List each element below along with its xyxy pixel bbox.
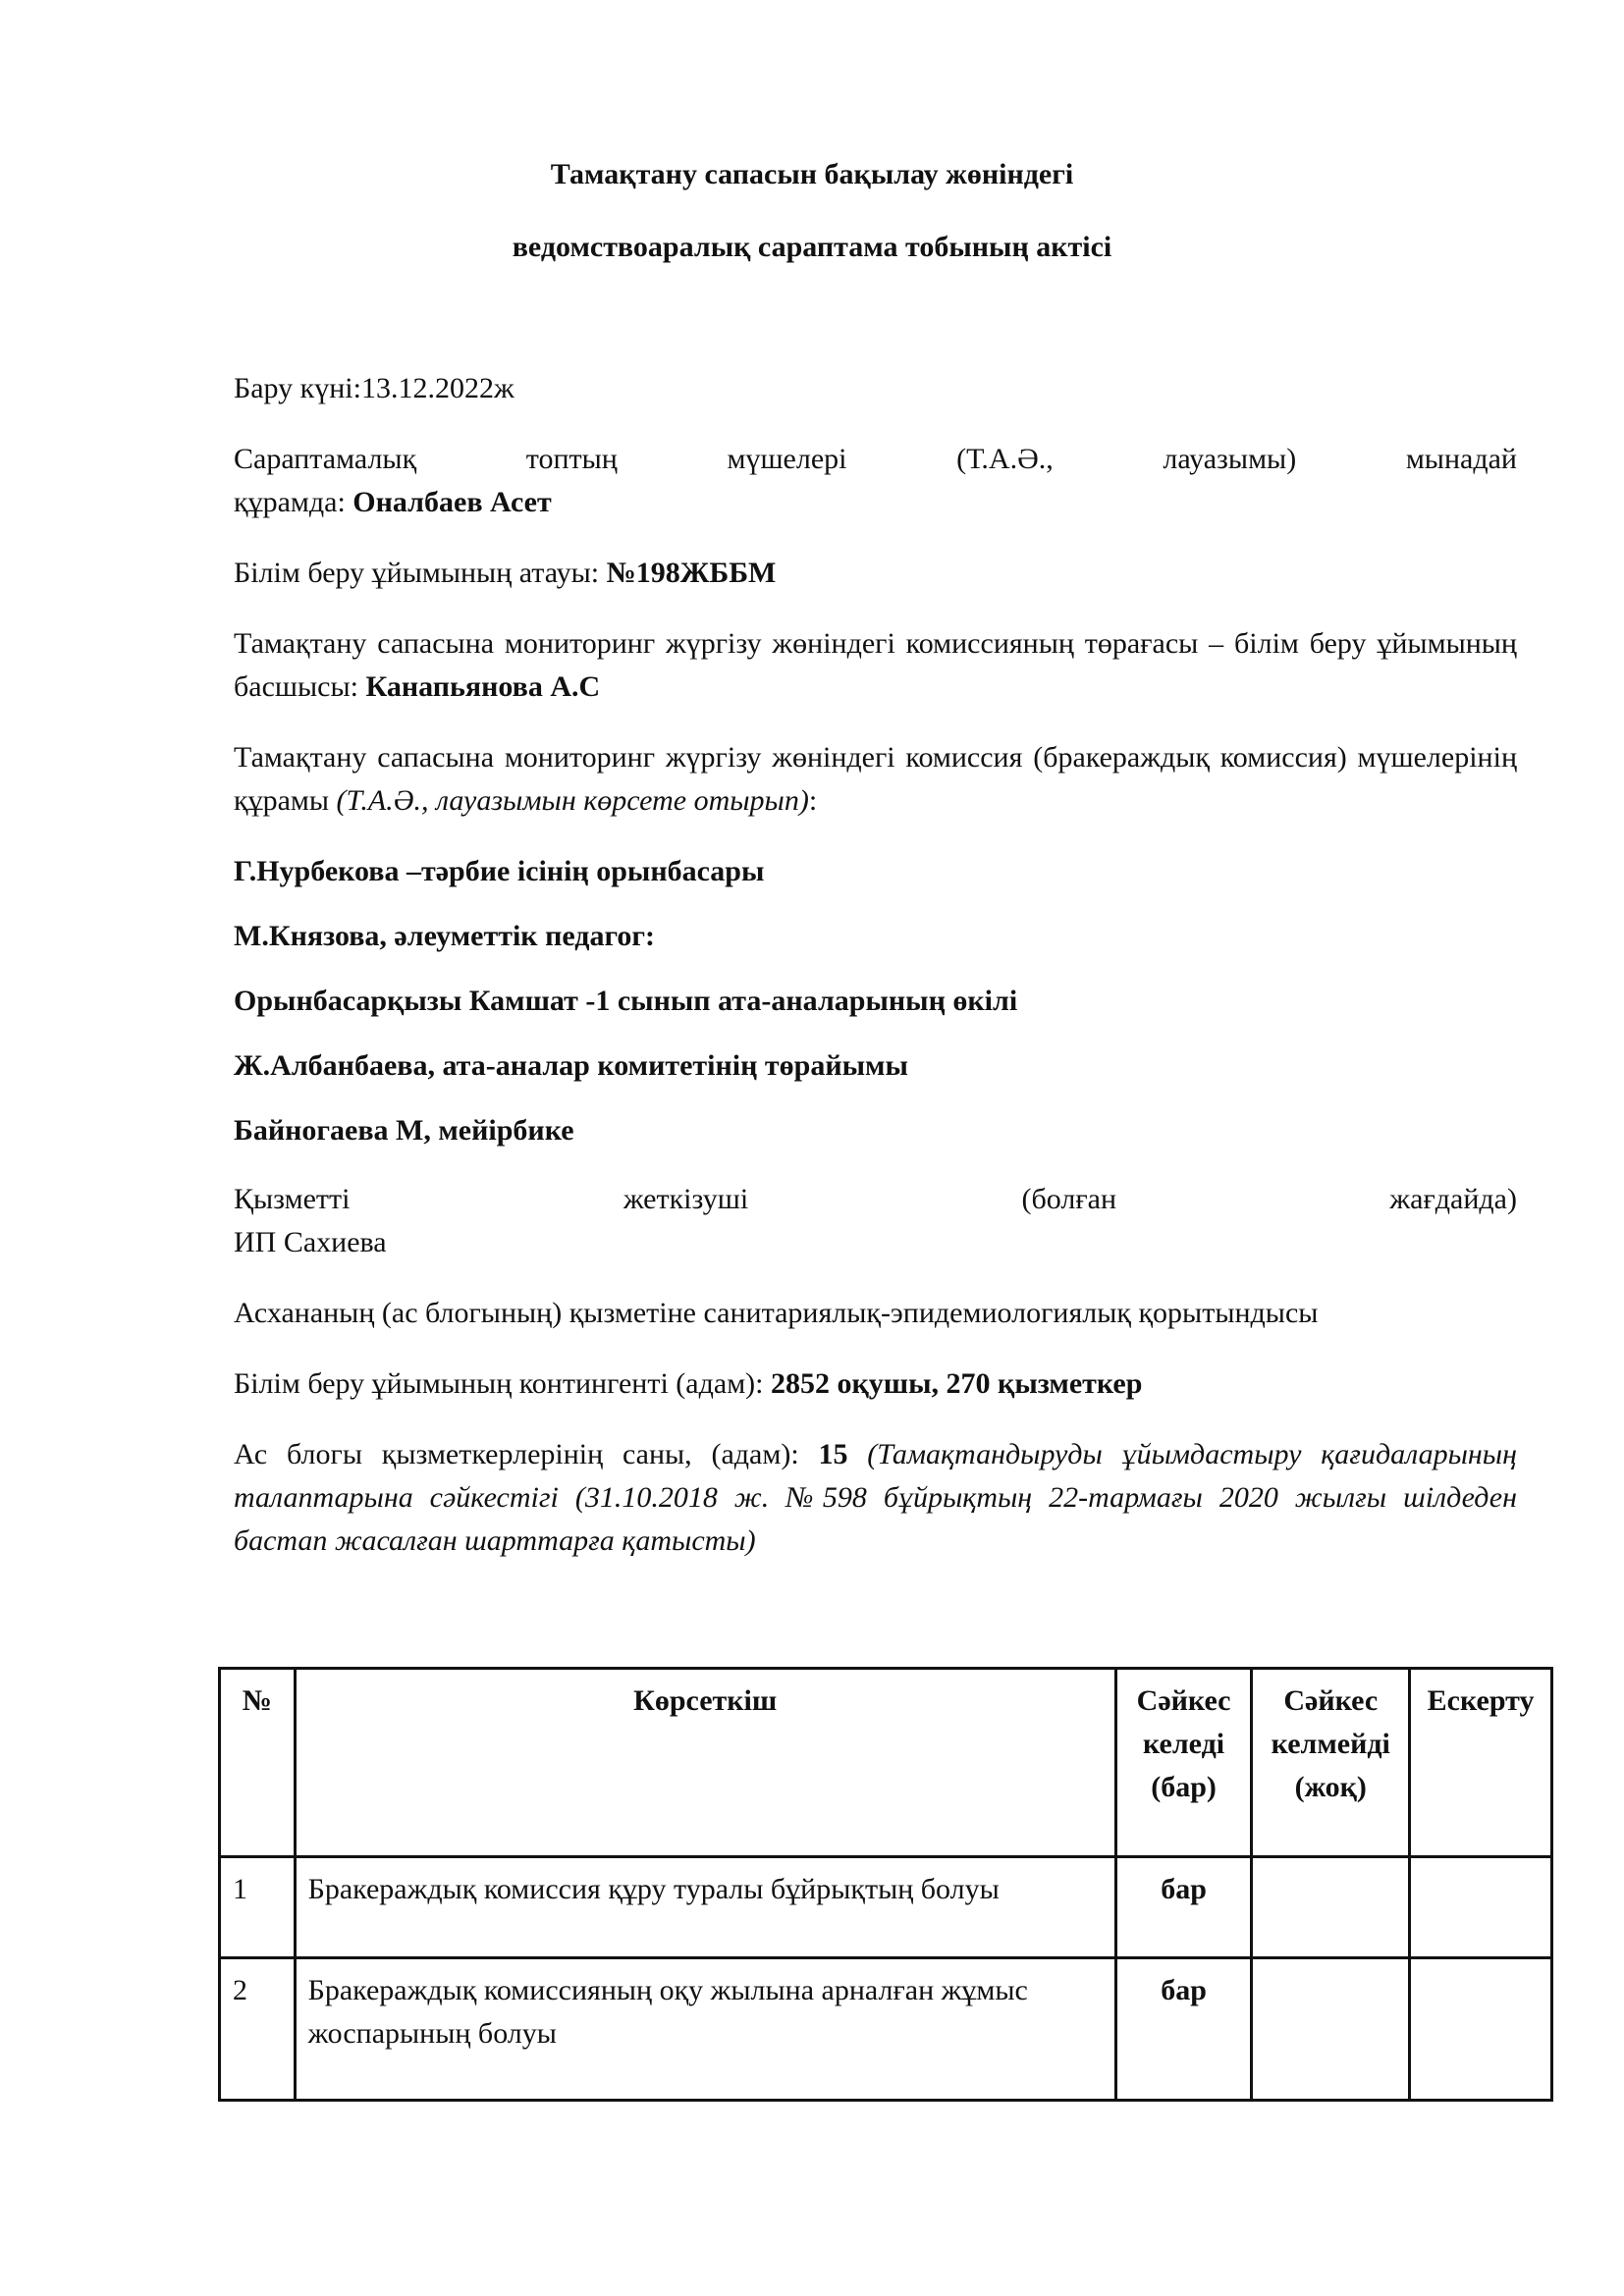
member-5: Байногаева М, мейірбике (234, 1114, 574, 1147)
supplier (234, 1178, 1517, 1264)
expert-group-label-cont: құрамда: (234, 486, 353, 518)
kitchen-staff-note: (Тамақтандыруды ұйымдастыру қағидаларының талаптарына сәйкестігі (31.10.2018 ж. №598 бұйрықтың 22-тармағы 2020 жылғы шілдеден бастап жасалған шарттарға қатысты) (234, 1438, 1517, 1557)
member-1: Г.Нурбекова –тәрбие ісінің орынбасары (234, 855, 765, 887)
cell-no: 2 (220, 1958, 296, 2101)
header-indicator: Көрсеткіш (295, 1669, 1115, 1857)
cell-not-complies (1252, 1958, 1410, 2101)
word: (Т.А.Ә., (956, 443, 1054, 475)
word: жағдайда) (1389, 1183, 1517, 1215)
contingent-value: 2852 оқушы, 270 қызметкер (771, 1367, 1143, 1400)
supplier-value: ИП Сахиева (234, 1226, 387, 1258)
word: (болған (1021, 1183, 1117, 1215)
supplier-label-line (234, 1178, 1517, 1221)
document-title-line-1: Тамақтану сапасын бақылау жөніндегі (550, 158, 1074, 190)
commission-note: (Т.А.Ә., лауазымын көрсете отырып) (336, 784, 809, 817)
contingent (234, 1362, 1142, 1406)
word: мүшелері (727, 443, 847, 475)
expert-group-value: Оналбаев Асет (352, 486, 552, 518)
kitchen-staff (234, 1433, 1517, 1563)
header-note: Ескерту (1410, 1669, 1552, 1857)
cell-indicator: Бракераждық комиссия құру туралы бұйрықтың болуы (295, 1857, 1115, 1958)
cell-complies: бар (1115, 1857, 1252, 1958)
table-row (220, 1857, 1552, 1958)
word: лауазымы) (1163, 443, 1297, 475)
indicator-table (218, 1667, 1553, 2102)
word: жеткізуші (623, 1183, 749, 1215)
table-header-row (220, 1669, 1552, 1857)
header-not-complies: Сәйкес келмейді (жоқ) (1252, 1669, 1410, 1857)
org-name-label: Білім беру ұйымының атауы: (234, 557, 607, 589)
cell-complies: бар (1115, 1958, 1252, 2101)
sanitary-conclusion: Асхананың (ас блогының) қызметіне санитариялық-эпидемиологиялық қорытындысы (234, 1297, 1319, 1329)
chairman-value: Канапьянова А.С (365, 670, 601, 703)
header-complies: Сәйкес келеді (бар) (1115, 1669, 1252, 1857)
cell-not-complies (1252, 1857, 1410, 1958)
org-name (234, 552, 776, 595)
member-4: Ж.Албанбаева, ата-аналар комитетінің төрайымы (234, 1049, 908, 1082)
cell-indicator: Бракераждық комиссияның оқу жылына арналған жұмыс жоспарының болуы (295, 1958, 1115, 2101)
table-row (220, 1958, 1552, 2101)
visit-date-value: 13.12.2022ж (360, 372, 514, 404)
chairman-label: Тамақтану сапасына мониторинг жүргізу жөніндегі комиссияның төрағасы – білім беру ұйымының басшысы: (234, 627, 1517, 703)
cell-note (1410, 1857, 1552, 1958)
cell-no: 1 (220, 1857, 296, 1958)
visit-date (234, 367, 514, 410)
kitchen-staff-label: Ас блогы қызметкерлерінің саны, (адам): (234, 1438, 819, 1470)
commission-label: Тамақтану сапасына мониторинг жүргізу жөніндегі комиссия (бракераждық комиссия) мүшелерінің құрамы (234, 741, 1517, 817)
word: мынадай (1405, 443, 1517, 475)
word: Қызметті (234, 1183, 351, 1215)
commission (234, 736, 1517, 823)
visit-date-label: Бару күні: (234, 372, 361, 404)
contingent-label: Білім беру ұйымының контингенті (адам): (234, 1367, 772, 1400)
document-title-line-2: ведомствоаралық сараптама тобының актісі (512, 231, 1112, 263)
kitchen-staff-value: 15 (818, 1438, 848, 1470)
member-2: М.Князова, әлеуметтік педагог: (234, 920, 655, 952)
header-no: № (220, 1669, 296, 1857)
cell-note (1410, 1958, 1552, 2101)
word: топтың (525, 443, 618, 475)
org-name-value: №198ЖББМ (606, 557, 777, 589)
chairman (234, 622, 1517, 709)
commission-suffix: : (808, 784, 818, 817)
expert-group-label-line (234, 438, 1517, 481)
member-3: Орынбасарқызы Камшат -1 сынып ата-аналарының өкілі (234, 985, 1018, 1017)
word: Сараптамалық (234, 443, 417, 475)
expert-group (234, 438, 1517, 524)
